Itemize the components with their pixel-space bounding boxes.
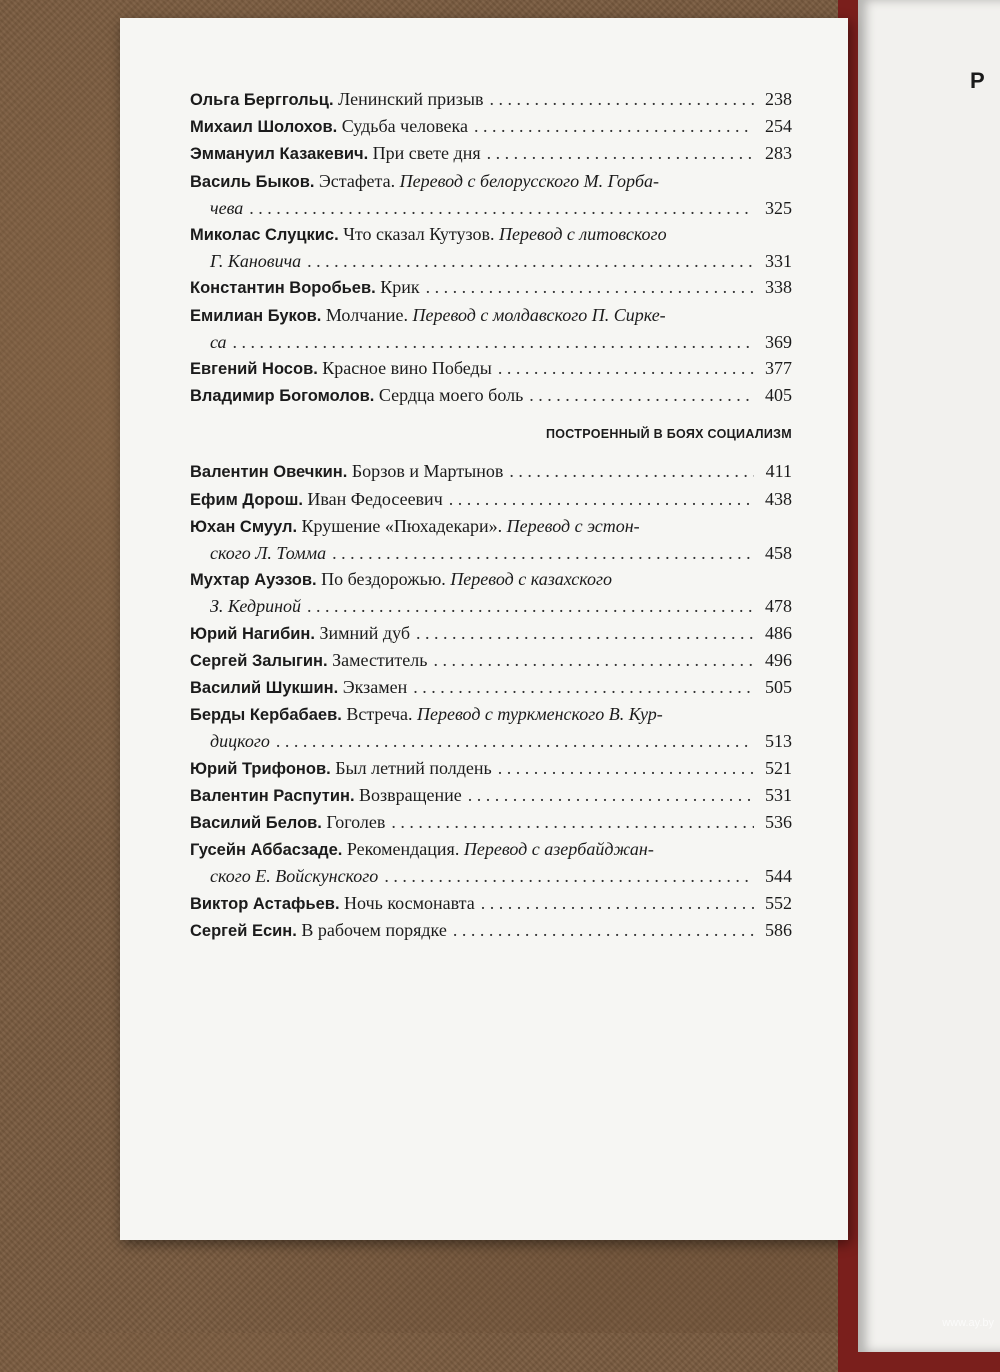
toc-entry-line <box>190 274 792 301</box>
toc-entry <box>190 86 792 113</box>
entry-page-number: 438 <box>765 488 792 509</box>
leader-dots <box>481 890 754 916</box>
entry-title: По бездорожью. <box>321 569 446 590</box>
entry-title: Заместитель <box>332 649 428 670</box>
entry-author: Константин Воробьев. <box>190 279 376 298</box>
toc-list-top <box>190 86 792 409</box>
entry-page-number: 536 <box>765 812 792 833</box>
entry-page-number: 496 <box>765 649 792 670</box>
entry-page-number: 513 <box>765 731 792 752</box>
toc-entry <box>190 917 792 944</box>
toc-entry <box>190 809 792 836</box>
leader-dots <box>509 458 754 484</box>
entry-author: Виктор Астафьев. <box>190 894 340 913</box>
entry-translator-cont: З. Кедриной <box>210 596 301 617</box>
entry-title: Судьба человека <box>341 116 469 137</box>
toc-entry-line <box>190 620 792 647</box>
toc-entry <box>190 140 792 167</box>
toc-entry-line <box>190 302 792 329</box>
entry-translator: Перевод с туркменского В. Кур- <box>417 704 663 725</box>
entry-author: Валентин Распутин. <box>190 786 355 805</box>
entry-page-number: 377 <box>765 358 792 379</box>
entry-author: Миколас Слуцкис. <box>190 226 339 245</box>
entry-translator-cont: ского Е. Войскунского <box>210 866 379 887</box>
entry-author: Эммануил Казакевич. <box>190 145 369 164</box>
toc-entry-line <box>190 917 792 944</box>
entry-title: Крик <box>380 277 420 298</box>
entry-page-number: 405 <box>765 385 792 406</box>
entry-author: Юхан Смуул. <box>190 517 298 536</box>
leader-dots <box>433 647 754 673</box>
leader-dots <box>487 140 754 166</box>
toc-entry-line <box>190 355 792 382</box>
entry-page-number: 552 <box>765 892 792 913</box>
leader-dots <box>453 917 754 943</box>
entry-author: Берды Кербабаев. <box>190 706 342 725</box>
entry-title: Зимний дуб <box>319 622 410 643</box>
entry-translator: Перевод с азербайджан- <box>463 839 654 860</box>
toc-entry <box>190 355 792 382</box>
entry-page-number: 283 <box>765 143 792 164</box>
entry-translator-cont: ского Л. Томма <box>210 543 327 564</box>
leader-dots <box>416 620 754 646</box>
entry-author: Мухтар Ауэзов. <box>190 571 317 590</box>
entry-page-number: 238 <box>765 89 792 109</box>
toc-entry-line <box>190 593 792 619</box>
toc-entry-line <box>190 782 792 809</box>
entry-author: Юрий Нагибин. <box>190 624 315 643</box>
leader-dots <box>498 755 754 781</box>
toc-entry <box>190 566 792 619</box>
entry-page-number: 331 <box>765 251 792 272</box>
leader-dots <box>276 728 754 754</box>
entry-translator-cont: дицкого <box>210 731 270 752</box>
toc-entry-line <box>190 248 792 274</box>
leader-dots <box>391 809 754 835</box>
watermark: www.ay.by <box>942 1317 994 1329</box>
entry-translator: Перевод с белорусского М. Горба- <box>399 170 660 191</box>
toc-entry-line <box>190 513 792 540</box>
toc-entry-line <box>190 755 792 782</box>
entry-page-number: 544 <box>765 866 792 887</box>
toc-entry <box>190 890 792 917</box>
entry-title: В рабочем порядке <box>301 919 447 940</box>
entry-page-number: 586 <box>765 919 792 940</box>
toc-entry <box>190 755 792 782</box>
entry-title: Возвращение <box>359 784 462 805</box>
toc-entry <box>190 620 792 647</box>
toc-entry-line <box>190 382 792 409</box>
toc-entry <box>190 701 792 754</box>
toc-entry-line <box>190 674 792 701</box>
right-page <box>858 0 1000 1352</box>
toc-entry <box>190 513 792 566</box>
leader-dots <box>307 593 754 619</box>
toc-entry-line <box>190 701 792 728</box>
entry-author: Сергей Есин. <box>190 921 297 940</box>
leader-dots <box>468 782 754 808</box>
entry-title: Ленинский призыв <box>338 89 484 109</box>
toc-entry <box>190 221 792 274</box>
leader-dots <box>426 274 754 300</box>
entry-title: Гоголев <box>326 812 386 833</box>
entry-page-number: 478 <box>765 596 792 617</box>
toc-entry <box>190 486 792 513</box>
toc-entry-line <box>190 809 792 836</box>
leader-dots <box>233 329 754 355</box>
toc-entry-line <box>190 890 792 917</box>
toc-entry <box>190 113 792 140</box>
leader-dots <box>249 195 754 221</box>
toc-list-bottom <box>190 458 792 944</box>
entry-author: Гусейн Аббасзаде. <box>190 841 343 860</box>
entry-title: Встреча. <box>346 704 413 725</box>
entry-translator-cont: чева <box>210 197 244 218</box>
entry-title: Иван Федосеевич <box>307 488 443 509</box>
entry-author: Василий Шукшин. <box>190 679 339 698</box>
entry-author: Михаил Шолохов. <box>190 118 338 137</box>
toc-entry-line <box>190 836 792 863</box>
entry-title: Ночь космонавта <box>344 892 475 913</box>
leader-dots <box>474 113 754 139</box>
entry-title: Сердца моего боль <box>378 385 524 406</box>
entry-page-number: 369 <box>765 331 792 352</box>
entry-title: Красное вино Победы <box>322 358 492 379</box>
left-page <box>120 18 848 1240</box>
toc-entry-line <box>190 647 792 674</box>
toc-entry <box>190 647 792 674</box>
entry-title: Молчание. <box>325 304 408 325</box>
entry-author: Василий Белов. <box>190 814 322 833</box>
toc-entry-line <box>190 566 792 593</box>
leader-dots <box>332 540 754 566</box>
toc-entry <box>190 302 792 355</box>
entry-page-number: 325 <box>765 197 792 218</box>
entry-title: При свете дня <box>372 143 481 164</box>
leader-dots <box>449 486 754 512</box>
leader-dots <box>490 86 755 112</box>
toc-entry-line <box>190 86 792 113</box>
toc-entry-line <box>190 140 792 167</box>
leader-dots <box>307 248 754 274</box>
toc-entry <box>190 168 792 221</box>
toc-entry-line <box>190 486 792 513</box>
toc-entry <box>190 382 792 409</box>
toc-entry <box>190 458 792 485</box>
entry-author: Юрий Трифонов. <box>190 759 331 778</box>
toc-entry <box>190 836 792 889</box>
entry-translator: Перевод с эстон- <box>506 515 640 536</box>
toc-entry-line <box>190 540 792 566</box>
toc-entry-line <box>190 329 792 355</box>
entry-translator-cont: Г. Кановича <box>210 251 302 272</box>
entry-page-number: 254 <box>765 116 792 137</box>
entry-title: Борзов и Мартынов <box>351 461 504 482</box>
leader-dots <box>498 355 754 381</box>
entry-translator: Перевод с казахского <box>450 569 613 590</box>
entry-author: Василь Быков. <box>190 172 315 191</box>
entry-title: Был летний полдень <box>335 757 492 778</box>
entry-page-number: 521 <box>765 757 792 778</box>
entry-page-number: 338 <box>765 277 792 298</box>
toc-entry-line <box>190 168 792 195</box>
toc-entry <box>190 782 792 809</box>
entry-translator: Перевод с молдавского П. Сирке- <box>412 304 666 325</box>
entry-title: Крушение «Пюхадекари». <box>301 515 503 536</box>
entry-page-number: 411 <box>765 461 792 482</box>
toc-entry-line <box>190 863 792 889</box>
leader-dots <box>384 863 754 889</box>
right-page-heading: Р <box>970 68 986 93</box>
leader-dots <box>529 382 754 408</box>
toc-entry-line <box>190 728 792 754</box>
entry-page-number: 458 <box>765 543 792 564</box>
entry-title: Экзамен <box>342 677 408 698</box>
entry-translator: Перевод с литовского <box>499 224 667 245</box>
toc-entry <box>190 674 792 701</box>
entry-title: Рекомендация. <box>346 839 460 860</box>
toc-entry-line <box>190 195 792 221</box>
entry-author: Емилиан Буков. <box>190 306 322 325</box>
table-of-contents <box>190 86 792 944</box>
entry-translator-cont: са <box>210 331 227 352</box>
entry-title: Эстафета. <box>318 170 396 191</box>
toc-entry-line <box>190 458 792 485</box>
section-title: ПОСТРОЕННЫЙ В БОЯХ СОЦИАЛИЗМ <box>545 427 792 442</box>
entry-author: Сергей Залыгин. <box>190 651 328 670</box>
entry-page-number: 531 <box>765 784 792 805</box>
entry-author: Валентин Овечкин. <box>190 463 348 482</box>
entry-page-number: 486 <box>765 622 792 643</box>
entry-page-number: 505 <box>765 677 792 698</box>
entry-author: Владимир Богомолов. <box>190 387 375 406</box>
entry-author: Ефим Дорош. <box>190 490 303 509</box>
toc-entry-line <box>190 221 792 248</box>
entry-author: Евгений Носов. <box>190 360 318 379</box>
toc-entry-line <box>190 113 792 140</box>
entry-author: Ольга Берггольц. <box>190 91 334 109</box>
entry-title: Что сказал Кутузов. <box>343 224 495 245</box>
toc-entry <box>190 274 792 301</box>
leader-dots <box>413 674 754 700</box>
